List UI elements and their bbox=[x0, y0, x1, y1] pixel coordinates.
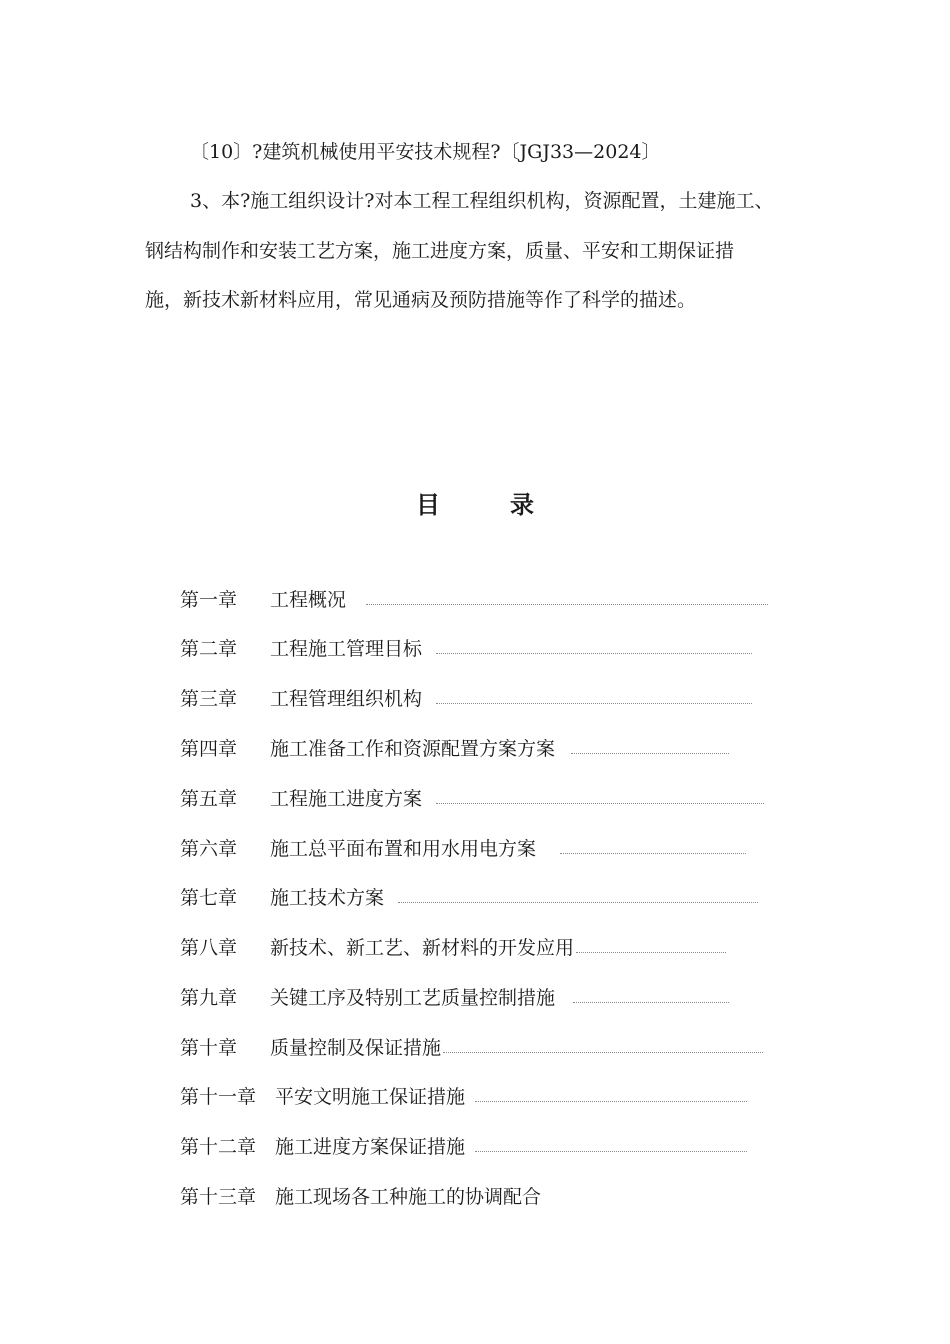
toc-item-leader bbox=[573, 1002, 729, 1003]
toc-title bbox=[0, 485, 950, 520]
toc-item-title: 工程概况 bbox=[270, 589, 347, 611]
toc-item-leader bbox=[436, 703, 752, 704]
toc-item-title: 质量控制及保证措施 bbox=[270, 1037, 442, 1059]
toc-item-number: 第十一章 bbox=[180, 1086, 257, 1108]
toc-item-leader bbox=[398, 902, 758, 903]
toc-item-leader bbox=[560, 853, 746, 854]
toc-item-leader bbox=[576, 952, 726, 953]
toc-title-left: 目 bbox=[416, 490, 440, 519]
toc-item-leader bbox=[475, 1151, 747, 1152]
body-line-2: 3、本?施工组织设计?对本工程工程组织机构，资源配置，土建施工、 bbox=[190, 190, 774, 212]
body-line-1: 〔10〕?建筑机械使用平安技术规程?〔JGJ33—2024〕 bbox=[190, 141, 661, 163]
toc-item-number: 第十二章 bbox=[180, 1136, 257, 1158]
toc-item[interactable] bbox=[180, 587, 768, 613]
toc-item-number: 第六章 bbox=[180, 838, 238, 860]
toc-item[interactable] bbox=[180, 736, 729, 762]
toc-item-title: 工程施工进度方案 bbox=[270, 788, 423, 810]
toc-item-number: 第五章 bbox=[180, 788, 238, 810]
toc-item-number: 第三章 bbox=[180, 688, 238, 710]
toc-item-title: 施工总平面布置和用水用电方案 bbox=[270, 838, 537, 860]
toc-item-title: 关键工序及特别工艺质量控制措施 bbox=[270, 987, 556, 1009]
body-line-3: 钢结构制作和安装工艺方案，施工进度方案，质量、平安和工期保证措 bbox=[145, 240, 735, 262]
toc-item-title: 工程施工管理目标 bbox=[270, 638, 423, 660]
toc-item-title: 施工进度方案保证措施 bbox=[275, 1136, 466, 1158]
toc-item-leader bbox=[436, 653, 752, 654]
toc-item-number: 第十章 bbox=[180, 1037, 238, 1059]
body-line-4: 施，新技术新材料应用，常见通病及预防措施等作了科学的描述。 bbox=[145, 289, 697, 311]
toc-item[interactable] bbox=[180, 985, 729, 1011]
toc-item[interactable] bbox=[180, 935, 726, 961]
toc-item-number: 第四章 bbox=[180, 738, 238, 760]
toc-item[interactable] bbox=[180, 686, 752, 712]
toc-item[interactable] bbox=[180, 786, 764, 812]
toc-item-leader bbox=[475, 1101, 747, 1102]
toc-item-leader bbox=[436, 803, 764, 804]
toc-item[interactable] bbox=[180, 1184, 541, 1210]
toc-item-number: 第七章 bbox=[180, 887, 238, 909]
toc-item-leader bbox=[571, 753, 729, 754]
toc-item-title: 工程管理组织机构 bbox=[270, 688, 423, 710]
toc-item-leader bbox=[366, 604, 768, 605]
toc-title-right: 录 bbox=[510, 490, 534, 519]
toc-item-number: 第一章 bbox=[180, 589, 238, 611]
toc-item-title: 施工现场各工种施工的协调配合 bbox=[275, 1186, 542, 1208]
toc-item-title: 新技术、新工艺、新材料的开发应用 bbox=[270, 937, 575, 959]
toc-item-number: 第十三章 bbox=[180, 1186, 257, 1208]
toc-item-number: 第二章 bbox=[180, 638, 238, 660]
toc-item-title: 施工准备工作和资源配置方案方案 bbox=[270, 738, 556, 760]
toc-item[interactable] bbox=[180, 1035, 763, 1061]
toc-item[interactable] bbox=[180, 1134, 747, 1160]
toc-item[interactable] bbox=[180, 636, 752, 662]
toc-item[interactable] bbox=[180, 885, 758, 911]
toc-item-number: 第八章 bbox=[180, 937, 238, 959]
toc-item-leader bbox=[443, 1052, 763, 1053]
toc-item[interactable] bbox=[180, 1084, 747, 1110]
toc-item[interactable] bbox=[180, 836, 746, 862]
toc-item-number: 第九章 bbox=[180, 987, 238, 1009]
toc-item-title: 施工技术方案 bbox=[270, 887, 385, 909]
toc-item-title: 平安文明施工保证措施 bbox=[275, 1086, 466, 1108]
